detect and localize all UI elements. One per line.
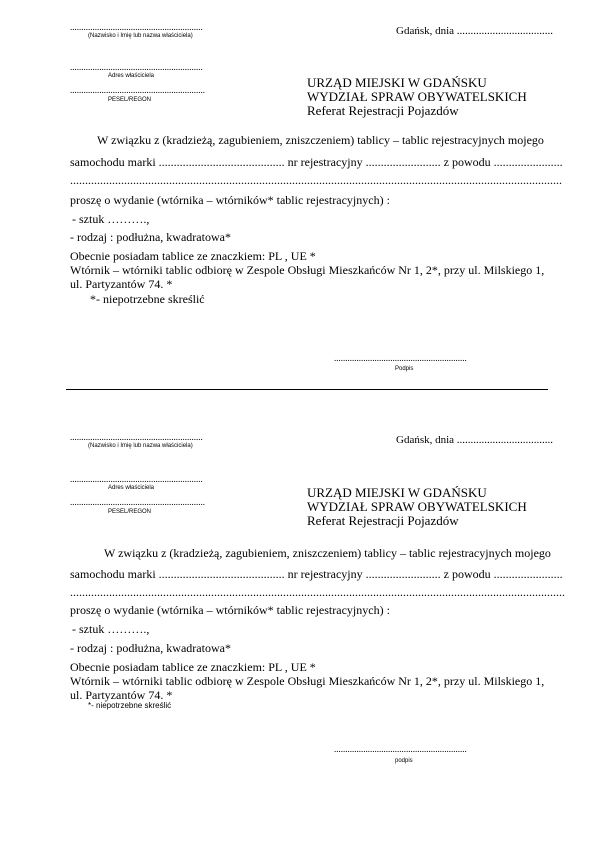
- request-text: proszę o wydanie (wtórnika – wtórników* tablic rejestracyjnych) :: [70, 603, 390, 617]
- signature-label: Podpis: [395, 366, 414, 372]
- address-label: Adres właściciela: [108, 485, 155, 491]
- reason-continuation-field[interactable]: .....................................................................................................................................................................: [70, 585, 565, 599]
- signature-field[interactable]: ...........................................................: [334, 744, 467, 754]
- office-unit: Referat Rejestracji Pojazdów: [307, 103, 459, 118]
- pesel-field[interactable]: ............................................................: [70, 85, 205, 95]
- footnote: *- niepotrzebne skreślić: [88, 701, 172, 710]
- signature-field[interactable]: ...........................................................: [334, 353, 467, 363]
- address-field[interactable]: ...........................................................: [70, 474, 203, 484]
- plate-type: - rodzaj : podłużna, kwadratowa*: [70, 641, 231, 655]
- owner-name-field[interactable]: ...........................................................: [70, 22, 203, 32]
- address-label: Adres właściciela: [108, 73, 155, 79]
- pickup-location-line1: Wtórnik – wtórniki tablic odbiorę w Zespole Obsługi Mieszkańców Nr 1, 2*, przy ul. Milskiego 1,: [70, 674, 545, 688]
- owner-name-field[interactable]: ...........................................................: [70, 432, 203, 442]
- plate-type: - rodzaj : podłużna, kwadratowa*: [70, 230, 231, 244]
- owner-name-label: (Nazwisko i Imię lub nazwa właściciela): [88, 33, 193, 39]
- count-field[interactable]: - sztuk ……….,: [72, 622, 150, 636]
- count-field[interactable]: - sztuk ……….,: [72, 212, 150, 226]
- cut-line-divider: [66, 389, 548, 390]
- pesel-label: PESEL/REGON: [108, 509, 152, 515]
- intro-text: W związku z (kradzieżą, zagubieniem, zniszczeniem) tablicy – tablic rejestracyjnych mojego: [104, 546, 551, 560]
- current-plates: Obecnie posiadam tablice ze znaczkiem: PL , UE *: [70, 249, 316, 263]
- footnote: *- niepotrzebne skreślić: [90, 292, 205, 306]
- office-name: URZĄD MIEJSKI W GDAŃSKU: [307, 485, 487, 500]
- reason-continuation-field[interactable]: ....................................................................................................................................................................: [70, 173, 562, 187]
- city-date[interactable]: Gdańsk, dnia ...................................: [396, 434, 554, 446]
- pickup-location-line1: Wtórnik – wtórniki tablic odbiorę w Zespole Obsługi Mieszkańców Nr 1, 2*, przy ul. Milskiego 1,: [70, 263, 545, 277]
- office-unit: Referat Rejestracji Pojazdów: [307, 513, 459, 528]
- intro-text: W związku z (kradzieżą, zagubieniem, zniszczeniem) tablicy – tablic rejestracyjnych mojego: [97, 133, 544, 147]
- city-date[interactable]: Gdańsk, dnia ...................................: [396, 25, 554, 37]
- owner-name-label: (Nazwisko i Imię lub nazwa właściciela): [88, 443, 193, 449]
- car-details-line[interactable]: samochodu marki .......................................... nr rejestracyjny ......................... z powodu .......................: [70, 155, 563, 169]
- office-department: WYDZIAŁ SPRAW OBYWATELSKICH: [307, 499, 527, 514]
- office-name: URZĄD MIEJSKI W GDAŃSKU: [307, 75, 487, 90]
- signature-label: podpis: [395, 758, 413, 764]
- pickup-location-line2: ul. Partyzantów 74. *: [70, 277, 173, 291]
- current-plates: Obecnie posiadam tablice ze znaczkiem: PL , UE *: [70, 660, 316, 674]
- pesel-label: PESEL/REGON: [108, 97, 152, 103]
- pickup-location-line2: ul. Partyzantów 74. *: [70, 688, 173, 702]
- address-field[interactable]: ...........................................................: [70, 62, 203, 72]
- request-text: proszę o wydanie (wtórnika – wtórników* tablic rejestracyjnych) :: [70, 193, 390, 207]
- car-details-line[interactable]: samochodu marki .......................................... nr rejestracyjny ......................... z powodu .......................: [70, 567, 563, 581]
- office-department: WYDZIAŁ SPRAW OBYWATELSKICH: [307, 89, 527, 104]
- pesel-field[interactable]: ............................................................: [70, 497, 205, 507]
